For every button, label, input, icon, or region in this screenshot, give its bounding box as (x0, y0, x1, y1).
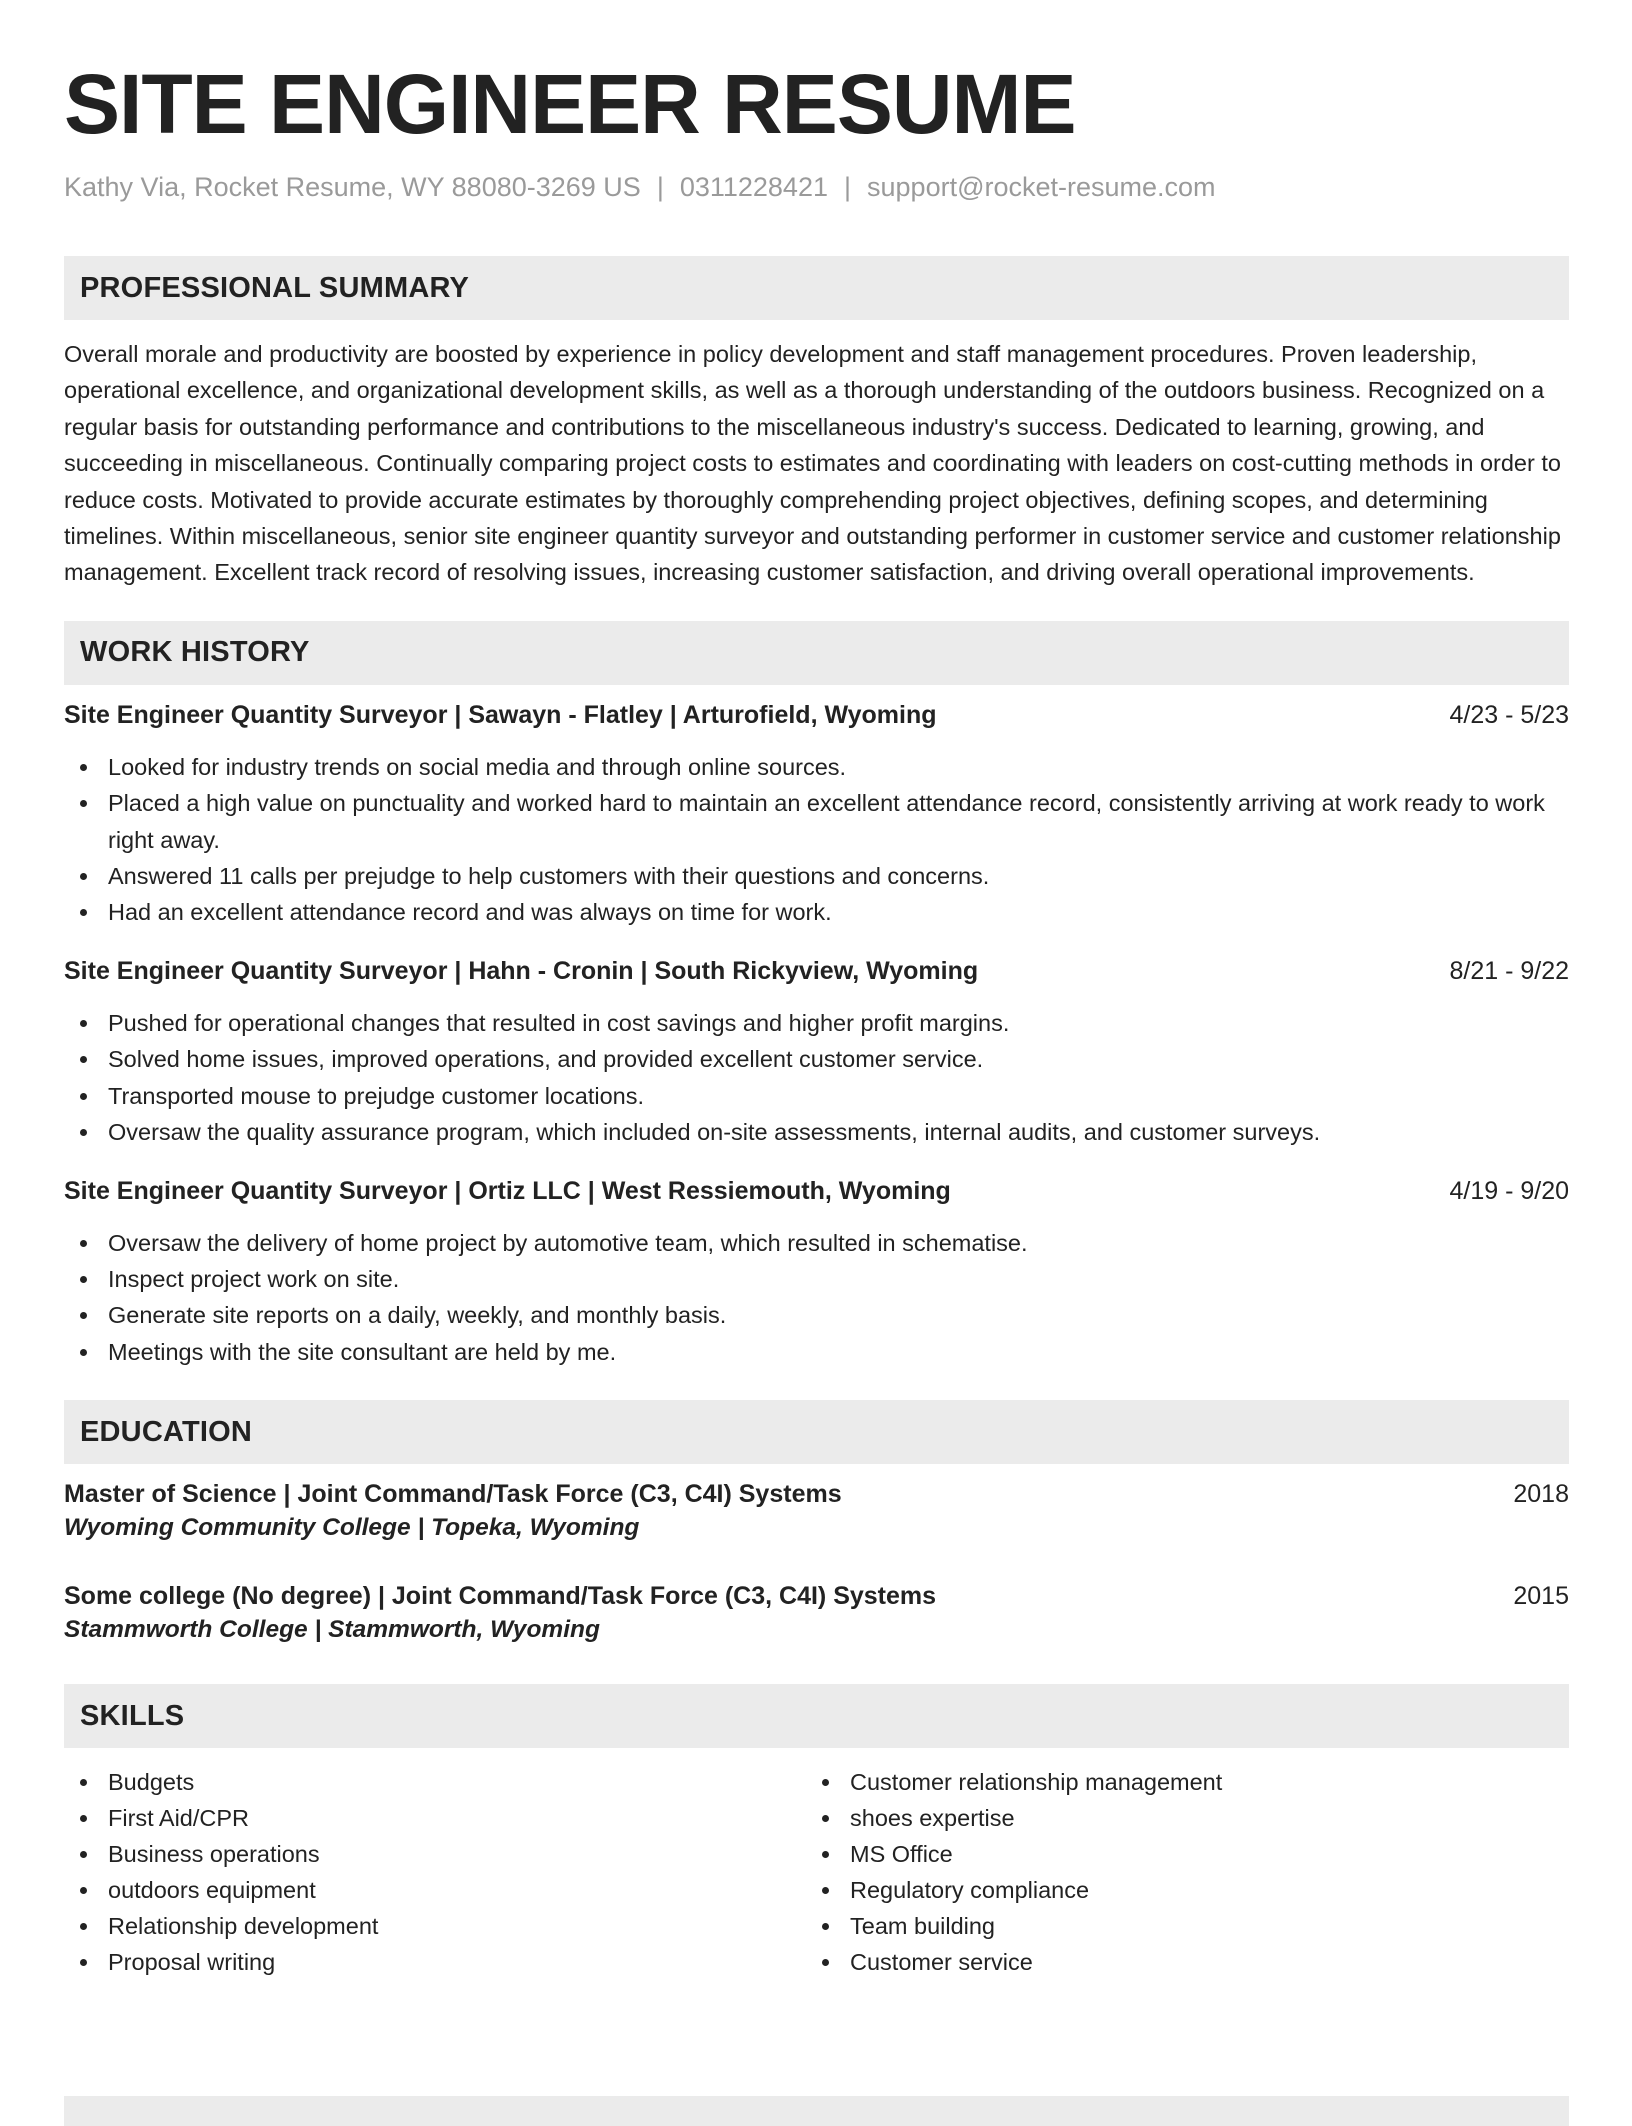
education-heading: EDUCATION (80, 1415, 253, 1448)
job-dates: 8/21 - 9/22 (1449, 956, 1569, 985)
graduation-year: 2015 (1513, 1582, 1569, 1611)
skill-item: Team building (806, 1908, 1548, 1944)
job-bullet: Had an excellent attendance record and was always on time for work. (64, 894, 1569, 930)
contact-address: Kathy Via, Rocket Resume, WY 88080-3269 US (64, 172, 641, 202)
job-bullet: Answered 11 calls per prejudge to help customers with their questions and concerns. (64, 858, 1569, 894)
job-title: Site Engineer Quantity Surveyor | Sawayn - Flatley | Arturofield, Wyoming (64, 700, 937, 729)
job-entry (64, 955, 1569, 1151)
job-bullet: Pushed for operational changes that resulted in cost savings and higher profit margins. (64, 1005, 1569, 1041)
education-section-header (64, 1400, 1569, 1464)
contact-line (64, 170, 1569, 204)
skill-item: Regulatory compliance (806, 1872, 1548, 1908)
degree-title: Some college (No degree) | Joint Command/Task Force (C3, C4I) Systems (64, 1582, 937, 1611)
job-title-line (64, 699, 1569, 731)
job-dates: 4/23 - 5/23 (1449, 700, 1569, 729)
job-bullet: Oversaw the delivery of home project by automotive team, which resulted in schematise. (64, 1225, 1569, 1261)
skill-item: Customer relationship management (806, 1764, 1548, 1800)
education-entry (64, 1580, 1569, 1648)
skill-item: Business operations (64, 1836, 806, 1872)
skills-list-right (806, 1764, 1548, 1980)
job-bullet-list (64, 1005, 1569, 1151)
skill-item: First Aid/CPR (64, 1800, 806, 1836)
job-bullet: Looked for industry trends on social media and through online sources. (64, 749, 1569, 785)
skills-section-header (64, 1684, 1569, 1748)
degree-line (64, 1478, 1569, 1510)
contact-email: support@rocket-resume.com (867, 172, 1216, 202)
resume-title: SITE ENGINEER RESUME (64, 57, 1076, 151)
job-title: Site Engineer Quantity Surveyor | Ortiz LLC | West Ressiemouth, Wyoming (64, 1176, 951, 1205)
work-history-section-header (64, 621, 1569, 685)
job-bullet: Transported mouse to prejudge customer locations. (64, 1078, 1569, 1114)
skill-item: Relationship development (64, 1908, 806, 1944)
job-bullet: Solved home issues, improved operations, and provided excellent customer service. (64, 1041, 1569, 1077)
job-title-line (64, 955, 1569, 987)
summary-text: Overall morale and productivity are boosted by experience in policy development and staff management procedures. Proven leadership, operational excellence, and organizational development skills, as well as a thorough understanding of the outdoors business. Recognized on a regular basis for outstanding performance and contributions to the miscellaneous industry's success. Dedicated to learning, growing, and succeeding in miscellaneous. Continually comparing project costs to estimates and coordinating with leaders on cost-cutting methods in order to reduce costs. Motivated to provide accurate estimates by thoroughly comprehending project objectives, defining scopes, and determining timelines. Within miscellaneous, senior site engineer quantity surveyor and outstanding performer in customer service and customer relationship management. Excellent track record of resolving issues, increasing customer satisfaction, and driving overall operational improvements. (64, 341, 1561, 586)
work-history-heading: WORK HISTORY (80, 636, 310, 669)
skill-item: Budgets (64, 1764, 806, 1800)
contact-phone: 0311228421 (679, 172, 828, 202)
contact-separator: | (844, 172, 852, 202)
school-name: Wyoming Community College | Topeka, Wyoming (64, 1514, 640, 1542)
skills-heading: SKILLS (80, 1699, 185, 1732)
job-bullet-list (64, 1225, 1569, 1371)
summary-heading: PROFESSIONAL SUMMARY (80, 271, 470, 304)
graduation-year: 2018 (1513, 1480, 1569, 1509)
degree-line (64, 1580, 1569, 1612)
skills-grid (64, 1764, 1569, 1980)
skill-item: Proposal writing (64, 1944, 806, 1980)
job-dates: 4/19 - 9/20 (1449, 1176, 1569, 1205)
skills-list-left (64, 1764, 806, 1980)
job-entry (64, 699, 1569, 931)
job-bullet: Oversaw the quality assurance program, which included on-site assessments, internal audits, and customer surveys. (64, 1114, 1569, 1150)
school-name: Stammworth College | Stammworth, Wyoming (64, 1616, 600, 1644)
summary-section-header (64, 256, 1569, 320)
degree-title: Master of Science | Joint Command/Task Force (C3, C4I) Systems (64, 1480, 842, 1509)
next-section-header (64, 2096, 1569, 2126)
job-bullet-list (64, 749, 1569, 931)
job-entry (64, 1175, 1569, 1371)
job-bullet: Meetings with the site consultant are held by me. (64, 1334, 1569, 1370)
job-title: Site Engineer Quantity Surveyor | Hahn - Cronin | South Rickyview, Wyoming (64, 956, 979, 985)
job-bullet: Inspect project work on site. (64, 1261, 1569, 1297)
job-bullet: Placed a high value on punctuality and worked hard to maintain an excellent attendance record, consistently arriving at work ready to work right away. (64, 785, 1569, 858)
education-entry (64, 1478, 1569, 1546)
skill-item: Customer service (806, 1944, 1548, 1980)
skill-item: shoes expertise (806, 1800, 1548, 1836)
contact-separator: | (656, 172, 664, 202)
skill-item: MS Office (806, 1836, 1548, 1872)
job-title-line (64, 1175, 1569, 1207)
job-bullet: Generate site reports on a daily, weekly, and monthly basis. (64, 1297, 1569, 1333)
skill-item: outdoors equipment (64, 1872, 806, 1908)
